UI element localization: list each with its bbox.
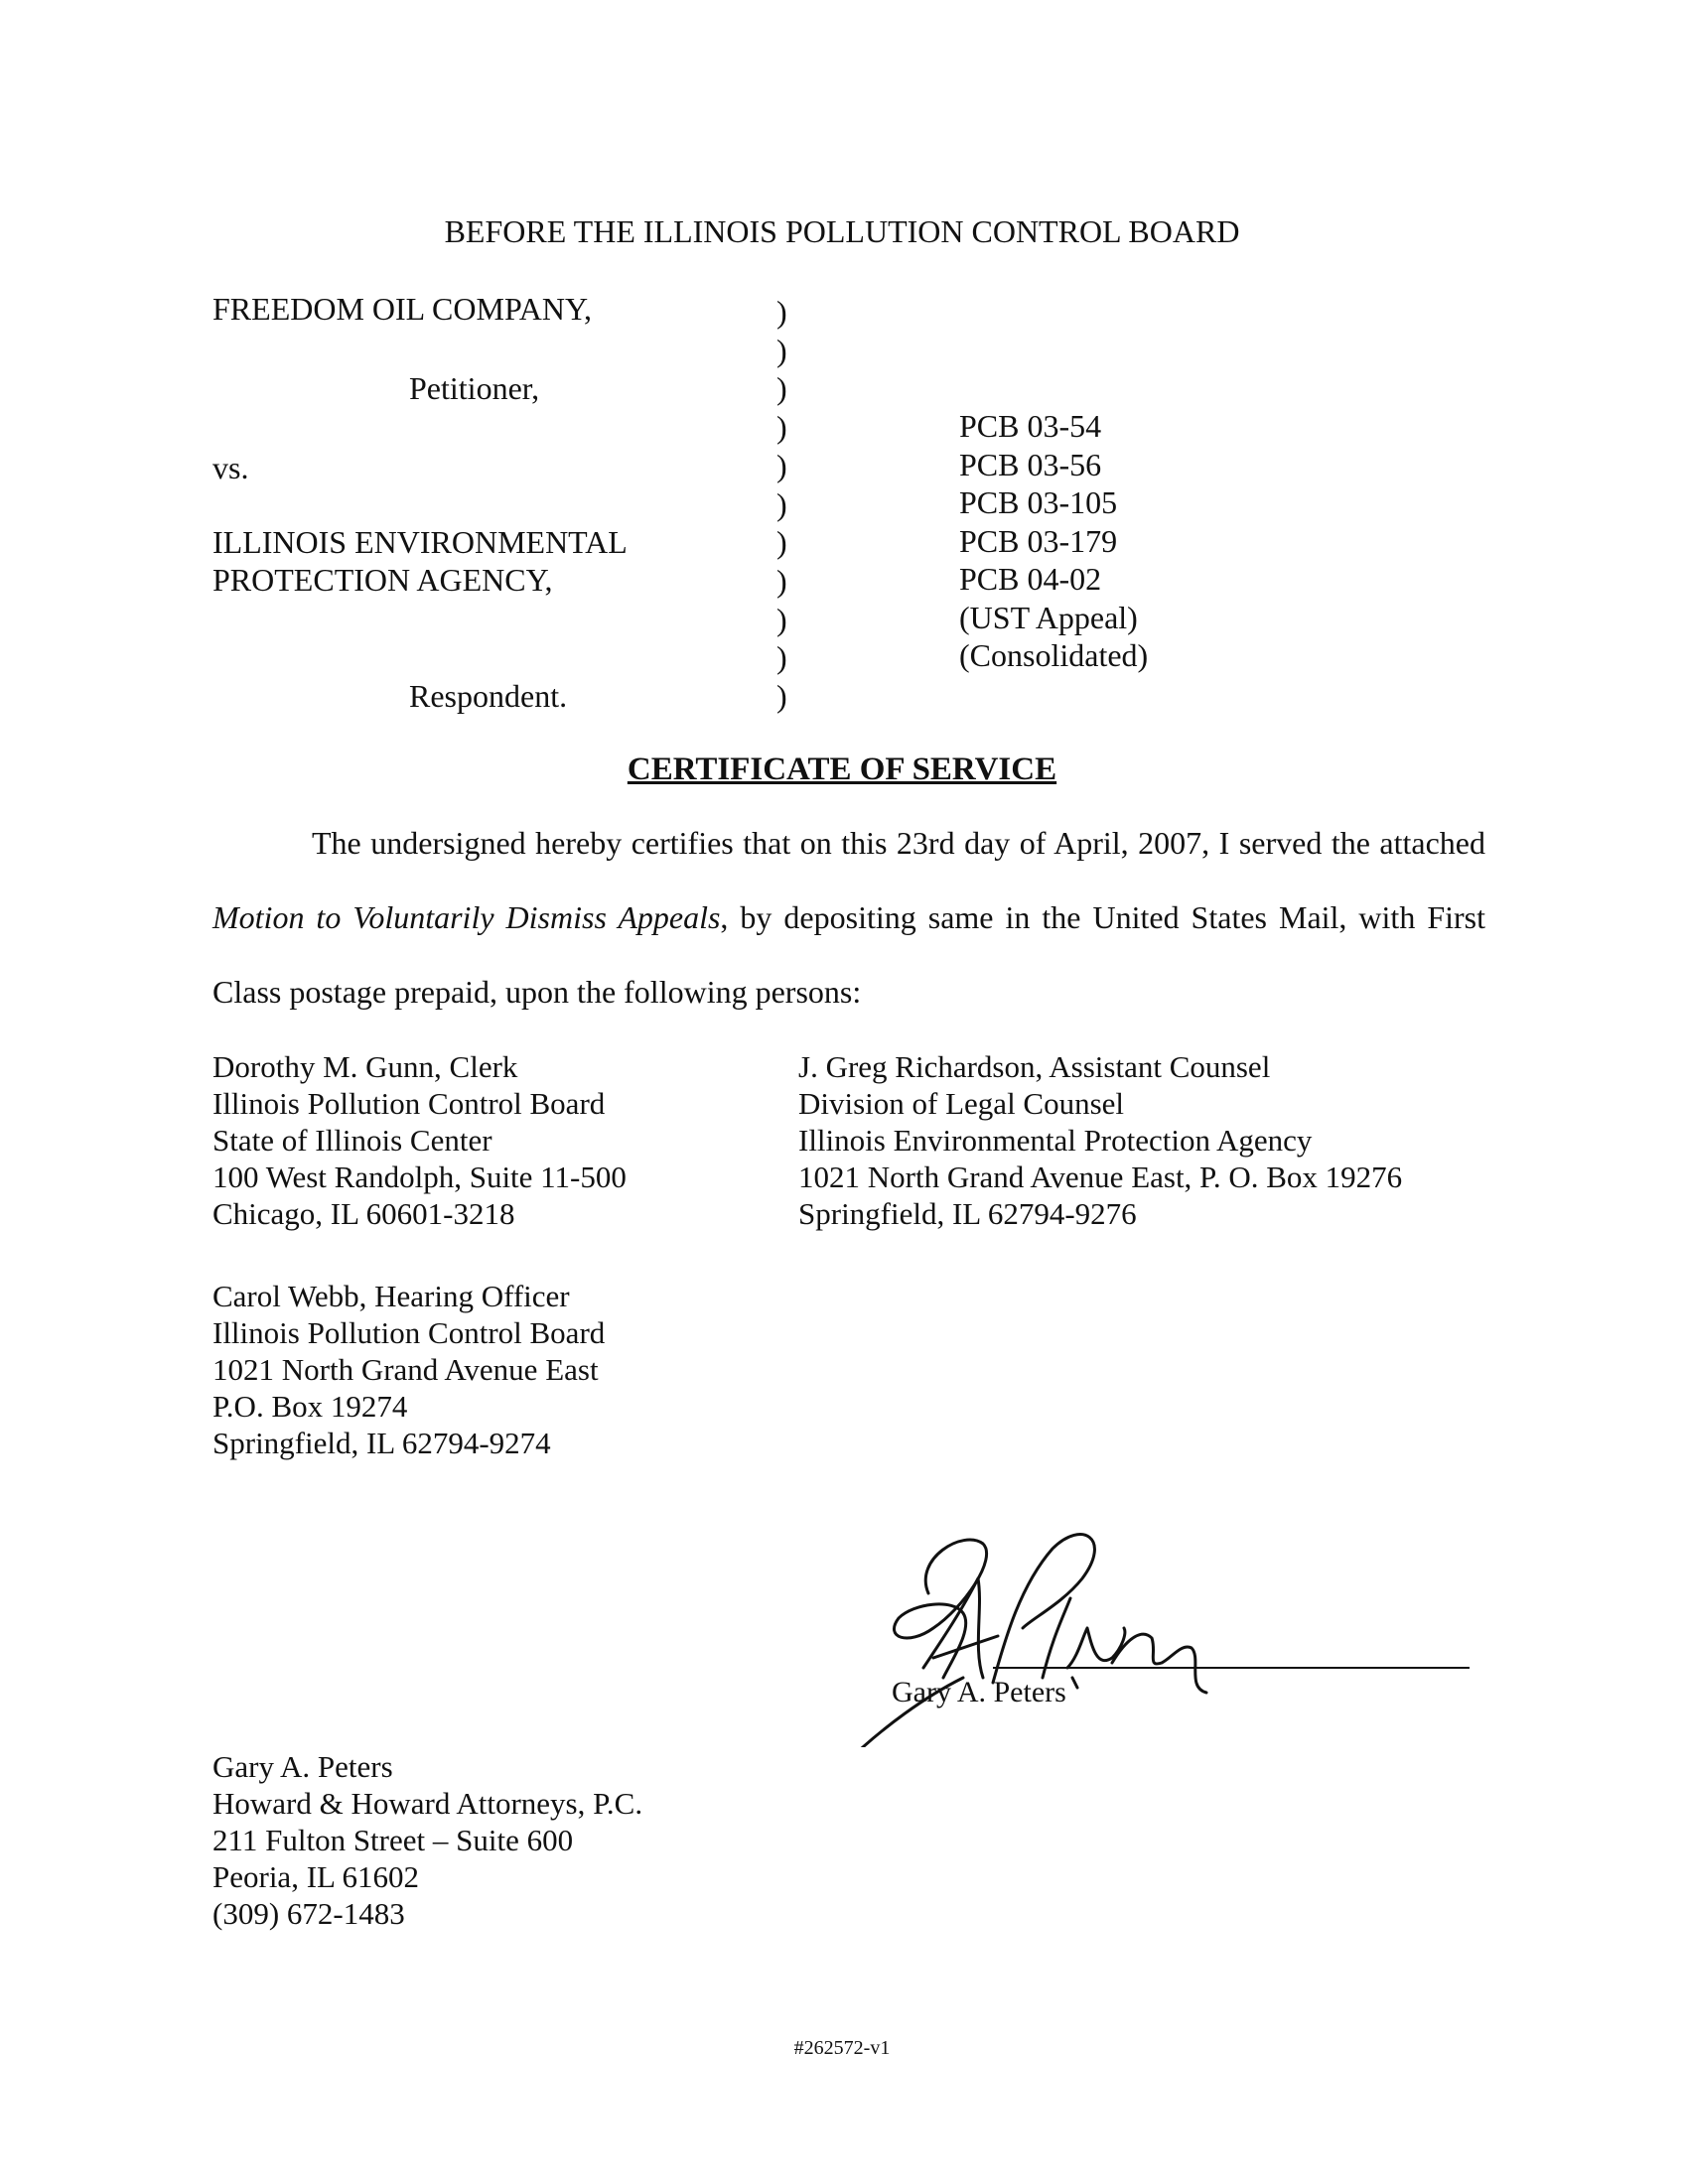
certificate-line-2 xyxy=(212,898,1485,936)
case-number: PCB 04-02 xyxy=(959,561,1102,597)
document-title: Motion to Voluntarily Dismiss Appeals xyxy=(212,899,721,935)
certificate-line-2-text: , by depositing same in the United States Mail, with First xyxy=(720,899,1486,935)
versus-label: vs. xyxy=(212,450,249,485)
certificate-line-1: The undersigned hereby certifies that on this 23rd day of April, 2007, I served the attached xyxy=(312,825,1485,861)
address-line: 211 Fulton Street – Suite 600 xyxy=(212,1823,574,1857)
certificate-title: CERTIFICATE OF SERVICE xyxy=(627,751,1057,787)
paren: ) xyxy=(776,486,787,522)
paren: ) xyxy=(776,448,787,483)
address-line: Springfield, IL 62794-9276 xyxy=(798,1196,1137,1231)
address-line: J. Greg Richardson, Assistant Counsel xyxy=(798,1049,1271,1084)
address-line: Illinois Environmental Protection Agency xyxy=(798,1123,1313,1158)
board-heading: BEFORE THE ILLINOIS POLLUTION CONTROL BOARD xyxy=(444,213,1240,249)
address-line: Division of Legal Counsel xyxy=(798,1086,1125,1121)
address-line: 100 West Randolph, Suite 11-500 xyxy=(212,1160,627,1194)
address-line: Carol Webb, Hearing Officer xyxy=(212,1279,570,1313)
paren: ) xyxy=(776,370,787,406)
address-line: Chicago, IL 60601-3218 xyxy=(212,1196,515,1231)
address-line: (309) 672-1483 xyxy=(212,1896,405,1931)
address-line: Gary A. Peters xyxy=(212,1749,393,1784)
address-line: Peoria, IL 61602 xyxy=(212,1859,420,1894)
signature-line xyxy=(993,1667,1470,1669)
case-number: PCB 03-54 xyxy=(959,408,1102,444)
respondent-name-line1: ILLINOIS ENVIRONMENTAL xyxy=(212,524,628,560)
address-line: 1021 North Grand Avenue East, P. O. Box 19276 xyxy=(798,1160,1403,1194)
address-line: P.O. Box 19274 xyxy=(212,1389,408,1424)
handwritten-signature xyxy=(814,1519,1271,1747)
paren: ) xyxy=(776,602,787,637)
petitioner-name: FREEDOM OIL COMPANY, xyxy=(212,291,592,327)
address-line: Illinois Pollution Control Board xyxy=(212,1315,606,1350)
case-type: (UST Appeal) xyxy=(959,600,1138,635)
paren: ) xyxy=(776,294,787,330)
recipient-address-hearing-officer xyxy=(212,1278,605,1461)
signer-printed-name: Gary A. Peters xyxy=(892,1676,1066,1708)
paren: ) xyxy=(776,333,787,368)
recipient-address-clerk xyxy=(212,1048,627,1232)
respondent-label: Respondent. xyxy=(409,678,568,714)
case-number: PCB 03-105 xyxy=(959,484,1118,520)
paren: ) xyxy=(776,409,787,445)
petitioner-label: Petitioner, xyxy=(409,370,540,406)
case-number: PCB 03-56 xyxy=(959,447,1102,482)
address-line: State of Illinois Center xyxy=(212,1123,492,1158)
paren: ) xyxy=(776,639,787,675)
respondent-name-line2: PROTECTION AGENCY, xyxy=(212,562,553,598)
certificate-line-3: Class postage prepaid, upon the following persons: xyxy=(212,974,862,1010)
address-line: Springfield, IL 62794-9274 xyxy=(212,1426,551,1460)
address-line: Dorothy M. Gunn, Clerk xyxy=(212,1049,518,1084)
case-number: PCB 03-179 xyxy=(959,523,1118,559)
address-line: 1021 North Grand Avenue East xyxy=(212,1352,599,1387)
document-id: #262572-v1 xyxy=(793,2037,891,2059)
address-line: Howard & Howard Attorneys, P.C. xyxy=(212,1786,643,1821)
paren: ) xyxy=(776,524,787,560)
recipient-address-counsel xyxy=(798,1048,1402,1232)
paren: ) xyxy=(776,563,787,599)
paren: ) xyxy=(776,678,787,714)
sender-address xyxy=(212,1748,642,1932)
case-status: (Consolidated) xyxy=(959,637,1149,673)
address-line: Illinois Pollution Control Board xyxy=(212,1086,606,1121)
